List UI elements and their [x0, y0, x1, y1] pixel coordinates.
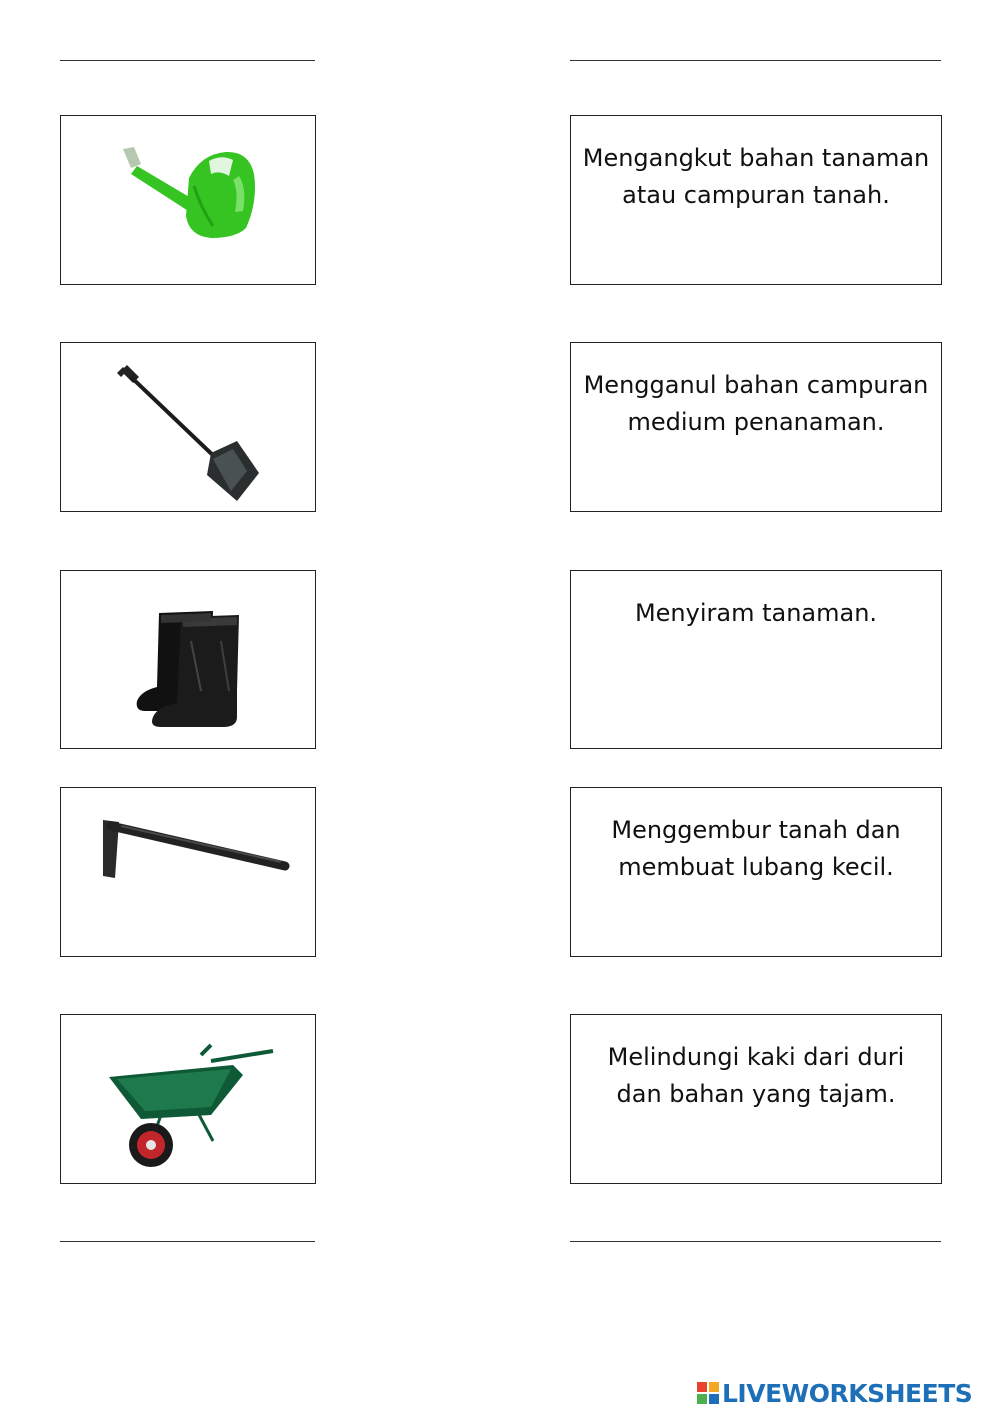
bottom-right-rule	[570, 1241, 941, 1242]
wheelbarrow-icon	[61, 1015, 317, 1185]
text-card-4[interactable]	[570, 787, 942, 957]
image-card-4[interactable]	[60, 787, 316, 957]
text-card-1[interactable]	[570, 115, 942, 285]
top-left-rule	[60, 60, 315, 61]
text-card-5[interactable]	[570, 1014, 942, 1184]
text-card-4-label: Menggembur tanah dan membuat lubang kecil.	[611, 816, 901, 881]
text-card-2-label: Mengganul bahan campuran medium penanaman.	[583, 371, 929, 436]
hoe-icon	[61, 788, 317, 958]
text-card-2[interactable]	[570, 342, 942, 512]
text-card-3[interactable]	[570, 570, 942, 749]
shovel-icon	[61, 343, 317, 513]
rubber-boots-icon	[61, 571, 317, 750]
liveworksheets-logo-icon	[697, 1382, 719, 1404]
image-card-1[interactable]	[60, 115, 316, 285]
bottom-left-rule	[60, 1241, 315, 1242]
logo-text: LIVEWORKSHEETS	[722, 1378, 973, 1408]
image-card-2[interactable]	[60, 342, 316, 512]
watering-can-icon	[61, 116, 317, 286]
text-card-5-label: Melindungi kaki dari duri dan bahan yang tajam.	[607, 1043, 905, 1108]
text-card-1-label: Mengangkut bahan tanaman atau campuran tanah.	[582, 144, 930, 209]
top-right-rule	[570, 60, 941, 61]
image-card-3[interactable]	[60, 570, 316, 749]
text-card-3-label: Menyiram tanaman.	[634, 599, 878, 627]
liveworksheets-logo	[697, 1378, 972, 1408]
image-card-5[interactable]	[60, 1014, 316, 1184]
